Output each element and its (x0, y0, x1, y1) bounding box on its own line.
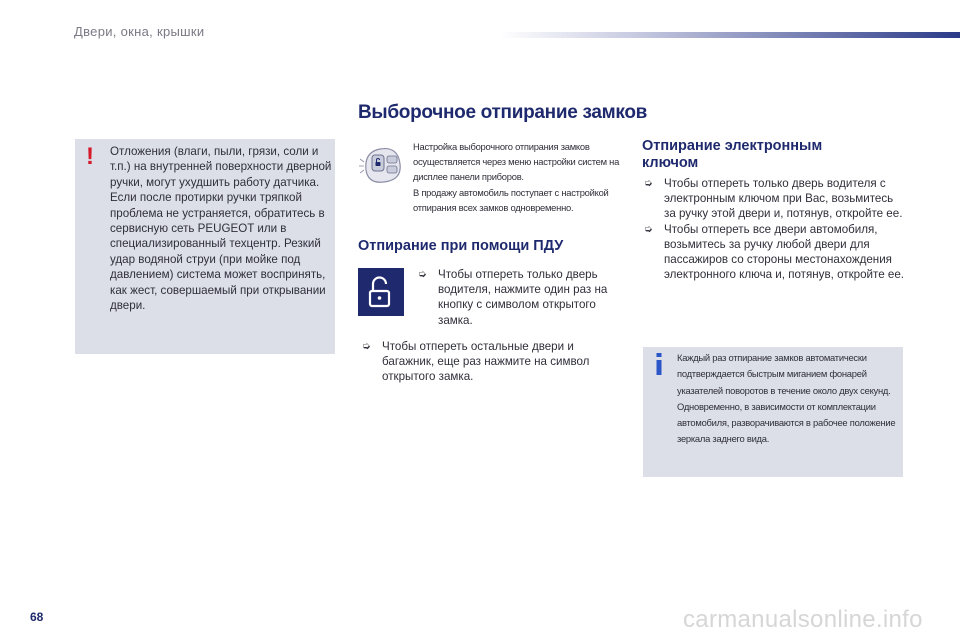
arrow-bullet-icon: ➭ (418, 269, 427, 280)
arrow-bullet-icon: ➭ (644, 223, 653, 235)
key-bullet-2: Чтобы отпереть все двери автомобиля, возьмитесь за ручку любой двери для пассажиров со стороны местонахождения электронного ключа и, потянув, откройте ее. (664, 222, 904, 282)
open-padlock-icon (358, 268, 404, 316)
list-item (360, 339, 622, 385)
warning-text: Отложения (влаги, пыли, грязи, соли и т.п.) на внутренней поверхности дверной ручки, могут ухудшить работу датчика. Если после протирки ручки тряпкой проблема не устраняется, обратитесь в сервисную сеть PEUGEOT или в специализированный техцентр. Резкий удар водяной струи (при мойке под давлением) система может воспринять, как жест, совершаемый при открывании двери. (110, 145, 332, 313)
warning-icon: ! (86, 143, 94, 170)
remote-bullet-2: Чтобы отпереть остальные двери и багажник, еще раз нажмите на символ открытого замка. (382, 340, 590, 384)
chapter-title: Двери, окна, крышки (74, 24, 205, 39)
remote-bullet-1: Чтобы отпереть только дверь водителя, нажмите один раз на кнопку с символом открытого замка. (438, 268, 608, 327)
intro-line-2: В продажу автомобиль поступает с настройкой отпирания всех замков одновременно. (413, 186, 609, 213)
unlock-button-icon (358, 268, 404, 316)
watermark: carmanualsonline.info (683, 606, 923, 633)
key-section-title: Отпирание электронным ключом (642, 138, 823, 171)
intro-text (413, 139, 623, 215)
info-text: Каждый раз отпирание замков автоматически подтверждается быстрым миганием фонарей указателей поворотов в течение около двух секунд. Одновременно, в зависимости от комплектации автомобиля, разворачиваются в рабочее положение зеркала заднего вида. (677, 352, 896, 445)
page-title: Выборочное отпирание замков (358, 102, 648, 123)
remote-bullet-list-1 (416, 267, 626, 328)
header-gradient-bar (500, 32, 960, 38)
key-bullet-list (642, 176, 906, 282)
list-item (642, 222, 906, 283)
arrow-bullet-icon: ➭ (362, 341, 371, 352)
remote-bullet-list-2 (360, 339, 622, 385)
list-item (642, 176, 906, 222)
arrow-bullet-icon: ➭ (644, 178, 653, 189)
info-icon (654, 353, 664, 375)
page-number: 68 (30, 610, 44, 624)
intro-line-1: Настройка выборочного отпирания замков осуществляется через меню настройки систем на дисплее панели приборов. (413, 141, 620, 183)
remote-section-title: Отпирание при помощи ПДУ (358, 238, 564, 254)
remote-key-icon (358, 140, 406, 186)
list-item (416, 267, 626, 328)
key-bullet-1: Чтобы отпереть только дверь водителя с электронным ключом при Вас, возьмитесь за ручку этой двери и, потянув, откройте ее. (664, 177, 903, 221)
